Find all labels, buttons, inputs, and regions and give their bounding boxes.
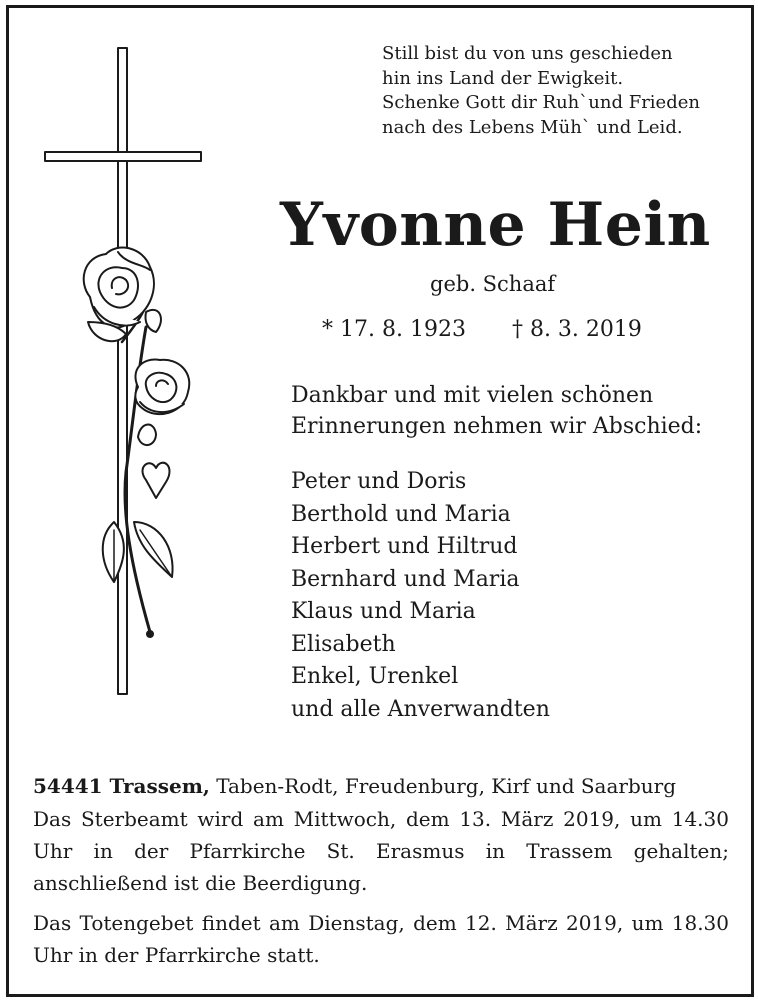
cross-with-roses-icon bbox=[38, 42, 208, 702]
service-details bbox=[33, 770, 729, 971]
mourner-entry: und alle Anverwandten bbox=[291, 696, 550, 722]
mourner-entry: Berthold und Maria bbox=[291, 501, 511, 527]
farewell-intro bbox=[291, 380, 702, 442]
mourner-entry: Klaus und Maria bbox=[291, 599, 476, 624]
poem-line: Still bist du von uns geschieden bbox=[382, 43, 673, 64]
mourner-entry: Bernhard und Maria bbox=[291, 566, 520, 592]
mourner-entry: Herbert und Hiltrud bbox=[291, 534, 518, 559]
deceased-name: Yvonne Hein bbox=[280, 190, 711, 260]
life-dates bbox=[322, 317, 642, 342]
poem-line: Schenke Gott dir Ruh`und Frieden bbox=[382, 92, 700, 113]
poem-line: hin ins Land der Ewigkeit. bbox=[382, 67, 624, 89]
mourner-entry: Elisabeth bbox=[291, 631, 396, 657]
intro-line: Dankbar und mit vielen schönen bbox=[291, 383, 654, 408]
birth-date: * 17. 8. 1923 bbox=[322, 317, 466, 342]
poem-line: nach des Lebens Müh` und Leid. bbox=[382, 116, 683, 138]
location-main: 54441 Trassem, bbox=[33, 774, 210, 798]
mourners-list bbox=[291, 466, 550, 726]
mourner-entry: Enkel, Urenkel bbox=[291, 664, 459, 689]
vigil-prayer-text: Das Totengebet findet am Dienstag, dem 12. März 2019, um 18.30 Uhr in der Pfarrkirche statt. bbox=[33, 911, 729, 967]
death-date: † 8. 3. 2019 bbox=[511, 317, 642, 342]
location-line bbox=[33, 770, 729, 802]
funeral-mass-text: Das Sterbeamt wird am Mittwoch, dem 13. März 2019, um 14.30 Uhr in der Pfarrkirche St. Erasmus in Trassem gehalten; anschließend ist die Beerdigung. bbox=[33, 807, 729, 895]
mourner-entry: Peter und Doris bbox=[291, 469, 467, 494]
intro-line: Erinnerungen nehmen wir Abschied: bbox=[291, 414, 703, 439]
location-others: Taben-Rodt, Freudenburg, Kirf und Saarburg bbox=[209, 774, 677, 798]
memorial-poem bbox=[382, 42, 700, 140]
maiden-name: geb. Schaaf bbox=[430, 272, 556, 296]
